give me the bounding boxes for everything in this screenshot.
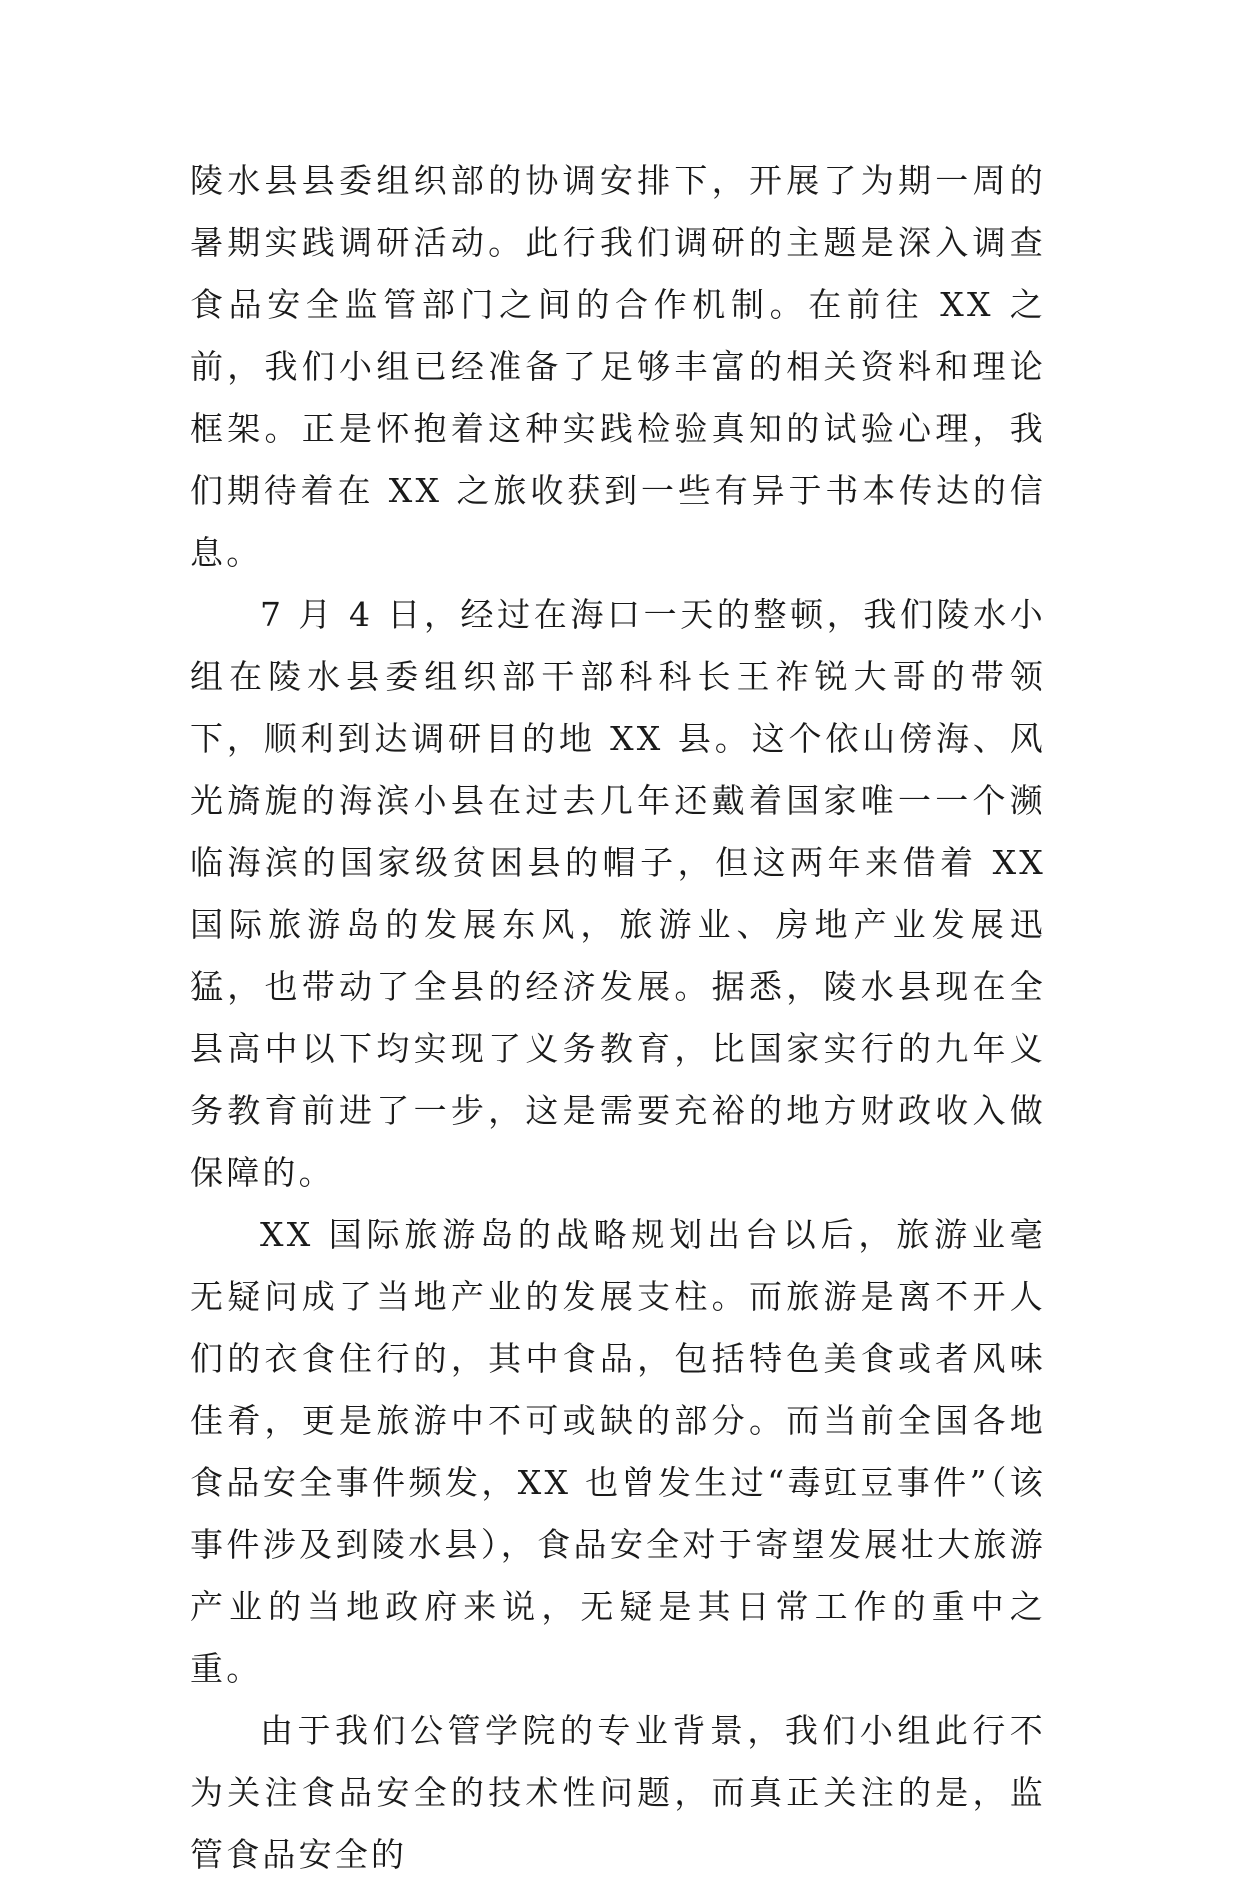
paragraph-continuation: 陵水县县委组织部的协调安排下，开展了为期一周的暑期实践调研活动。此行我们调研的主题是深入调查食品安全监管部门之间的合作机制。在前往 XX 之前，我们小组已经准备了足够丰富的相关资料和理论框架。正是怀抱着这种实践检验真知的试验心理，我们期待着在 XX 之旅收获到一些有异于书本传达的信息。 bbox=[190, 161, 1046, 572]
paragraph: 7 月 4 日，经过在海口一天的整顿，我们陵水小组在陵水县委组织部干部科科长王祚锐大哥的带领下，顺利到达调研目的地 XX 县。这个依山傍海、风光旖旎的海滨小县在过去几年还戴着国家唯一一个濒临海滨的国家级贫困县的帽子，但这两年来借着 XX 国际旅游岛的发展东风，旅游业、房地产业发展迅猛，也带动了全县的经济发展。据悉，陵水县现在全县高中以下均实现了义务教育，比国家实行的九年义务教育前进了一步，这是需要充裕的地方财政收入做保障的。 bbox=[190, 595, 1046, 1192]
paragraph: XX 国际旅游岛的战略规划出台以后，旅游业毫无疑问成了当地产业的发展支柱。而旅游是离不开人们的衣食住行的，其中食品，包括特色美食或者风味佳肴，更是旅游中不可或缺的部分。而当前全国各地食品安全事件频发，XX 也曾发生过“毒豇豆事件”（该事件涉及到陵水县），食品安全对于寄望发展壮大旅游产业的当地政府来说，无疑是其日常工作的重中之重。 bbox=[190, 1215, 1046, 1688]
body-text bbox=[190, 150, 1046, 1886]
paragraph: 由于我们公管学院的专业背景，我们小组此行不为关注食品安全的技术性问题，而真正关注的是，监管食品安全的 bbox=[190, 1711, 1046, 1874]
